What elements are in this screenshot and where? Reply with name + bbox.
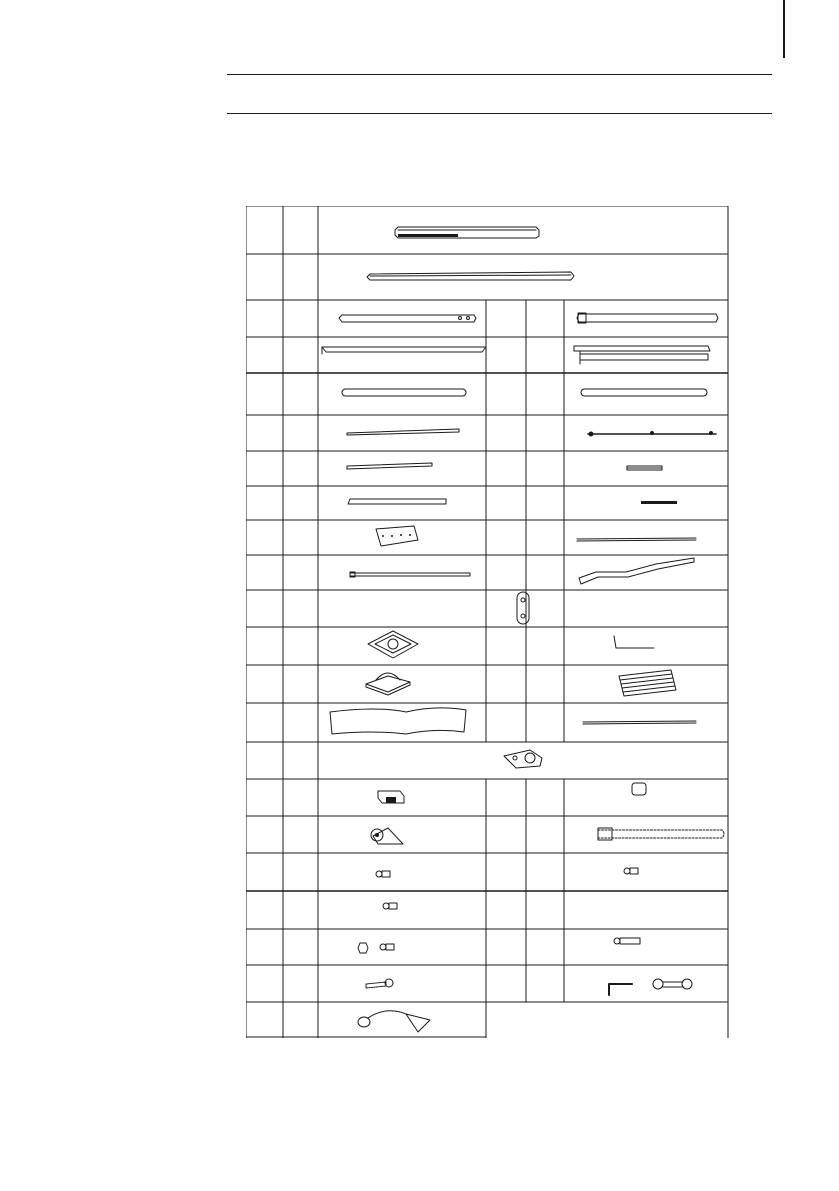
l-shaped-hook-icon (614, 636, 654, 648)
thin-wire-rod-icon (577, 538, 696, 541)
curved-strap-icon (579, 558, 694, 584)
short-bolt-icon-right (624, 868, 638, 874)
round-tube-icon-left (342, 389, 466, 396)
short-dark-bar-icon (641, 501, 677, 504)
flat-bar-with-hook-icon (322, 347, 486, 354)
tube-with-clips-icon (577, 313, 718, 323)
long-rod-icon (367, 272, 574, 280)
flat-strip-icon (348, 499, 446, 504)
cord-with-ring-icon (358, 1011, 430, 1032)
pivot-bracket-clamp-icon (504, 750, 542, 768)
page-edge-mark (783, 0, 785, 58)
double-rail-icon (574, 346, 710, 364)
pin-rod-with-knobs-icon (588, 431, 716, 437)
long-bolt-icon (614, 938, 640, 944)
square-end-cap-icon (378, 791, 404, 803)
oval-link-plate-icon (517, 592, 529, 624)
square-base-plate-icon (368, 631, 418, 658)
header-rule-bottom (227, 113, 772, 114)
parts-table (246, 206, 730, 1038)
perforated-bracket-icon (376, 526, 418, 546)
threaded-pin-icon (366, 979, 393, 988)
allen-key-and-wrench-icon (609, 979, 692, 995)
short-channel-icon (627, 466, 662, 470)
dome-foot-icon (366, 673, 410, 695)
tube-with-holes-icon (339, 315, 476, 322)
fabric-sleeve-icon (330, 708, 466, 734)
slatted-panel-icon (619, 670, 676, 696)
parts-table-grid (246, 206, 728, 1038)
rod-with-end-loop-icon (350, 572, 470, 577)
long-square-tube-icon (395, 227, 539, 238)
round-tube-icon-right (581, 389, 707, 396)
corner-knob-bracket-icon (371, 828, 403, 844)
nut-and-bolt-icon (358, 943, 394, 953)
header-rule-top (227, 74, 772, 75)
thin-tapered-rod-short-icon (347, 463, 432, 469)
short-bolt-icon-left (376, 871, 390, 877)
thin-tapered-rod-icon (347, 429, 459, 435)
long-thin-rod-icon (583, 721, 696, 724)
short-bolt-icon (383, 903, 397, 909)
toothed-rack-icon (598, 828, 724, 840)
cylinder-bushing-icon (632, 783, 646, 795)
